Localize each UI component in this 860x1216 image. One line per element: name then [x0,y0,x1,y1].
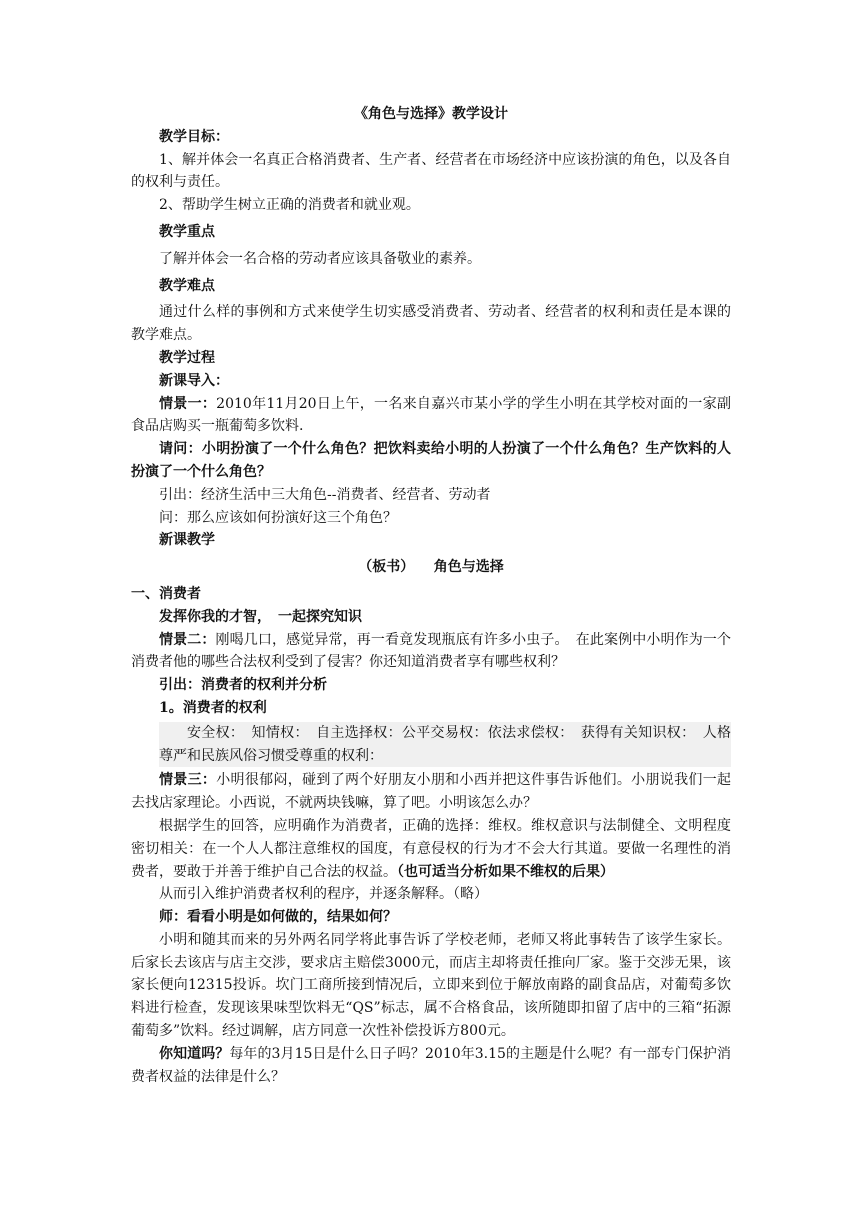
key-text: 了解并体会一名合格的劳动者应该具备敬业的素养。 [159,250,481,267]
scene-2-text: 刚喝几口，感觉异常，再一看竟发现瓶底有许多小虫子。 在此案例中小明作为一个消费者他的哪些合法权利受到了侵害？你还知道消费者享有哪些权利？ [131,631,731,671]
answer-paragraph [131,815,731,883]
procedure-paragraph: 从而引入维护消费者权利的程序，并逐条解释。（略） [159,886,488,903]
new-lesson-heading: 新课教学 [159,532,215,549]
question-roles: 请问：小明扮演了一个什么角色？把饮料卖给小明的人扮演了一个什么角色？生产饮料的人扮演了一个什么角色？ [131,441,731,480]
teacher-question: 师：看看小明是如何做的，结果如何？ [159,909,397,926]
question-how: 问：那么应该如何扮演好这三个角色？ [159,509,397,526]
rights-heading: 1。消费者的权利 [159,699,267,716]
key-heading: 教学重点 [159,223,215,240]
rights-list: 安全权： 知情权： 自主选择权：公平交易权：依法求偿权： 获得有关知识权： 人格尊严和民族风俗习惯受尊重的权利： [159,724,731,764]
intro-heading: 新课导入： [159,372,229,389]
goal-2: 2、帮助学生树立正确的消费者和就业观。 [159,197,420,214]
scene-1-text: 2010年11月20日上午，一名来自嘉兴市某小学的学生小明在其学校对面的一家副食品店购买一瓶葡萄多饮料. [131,395,732,435]
scene-2-label: 情景二： [159,631,216,648]
process-heading: 教学过程 [159,349,215,366]
goals-heading: 教学目标： [159,128,229,145]
scene-1-label: 情景一： [159,395,217,412]
story-paragraph: 小明和随其而来的另外两名同学将此事告诉了学校老师，老师又将此事转告了该学生家长。后家长去该店与店主交涉，要求店主赔偿3000元，而店主却将责任推向厂家。鉴于交涉无果，该家长便向12315投诉。坎门工商所接到情况后，立即来到位于解放南路的副食品店，对葡萄多饮料进行检查，发现该果味型饮料无“QS”标志，属不合格食品，该所随即扣留了店中的三箱“拓源葡萄多”饮料。经过调解，店方同意一次性补偿投诉方800元。 [131,931,731,1040]
difficulty-heading: 教学难点 [159,277,215,294]
document-title: 《角色与选择》教学设计 [354,106,508,122]
lead-1-label: 引出： [159,486,201,503]
board-line [131,556,731,579]
scene-3 [131,769,731,815]
scene-3-label: 情景三： [159,772,217,789]
scene-3-text: 小明很郁闷，碰到了两个好朋友小朋和小西并把这件事告诉他们。小朋说我们一起去找店家理论。小西说，不就两块钱嘛，算了吧。小明该怎么办？ [131,772,732,812]
goal-1: 1、解并体会一名真正合格消费者、生产者、经营者在市场经济中应该扮演的角色，以及各自的权利与责任。 [131,151,731,191]
did-you-know-label: 你知道吗？ [159,1045,230,1062]
did-you-know [131,1043,731,1089]
difficulty-text: 通过什么样的事例和方式来使学生切实感受消费者、劳动者、经营者的权利和责任是本课的教学难点。 [131,304,731,344]
answer-text: 根据学生的回答，应明确作为消费者，正确的选择：维权。维权意识与法制健全、文明程度密切相关：在一个人人都注意维权的国度，有意侵权的行为才不会大行其道。要做一名理性的消费者，要敢于并善于维护自己合法的权益。 [131,817,731,880]
lead-1-text: 经济生活中三大角色--消费者、经营者、劳动者 [201,486,491,503]
document-page [131,103,731,1088]
section-consumer-heading: 一、消费者 [131,585,201,602]
board-label: （板书） [358,559,415,576]
did-you-know-text: 每年的3月15日是什么日子吗？2010年3.15的主题是什么呢？有一部专门保护消费者权益的法律是什么？ [131,1045,731,1085]
answer-note: （也可适当分析如果不维权的后果） [397,863,614,880]
scene-1 [131,393,731,439]
explore-heading: 发挥你我的才智， 一起探究知识 [159,608,362,625]
rights-list-box [159,722,731,768]
board-title: 角色与选择 [433,559,504,576]
lead-2: 引出：消费者的权利并分析 [159,677,327,694]
lead-1 [131,484,731,507]
scene-2 [131,629,731,675]
